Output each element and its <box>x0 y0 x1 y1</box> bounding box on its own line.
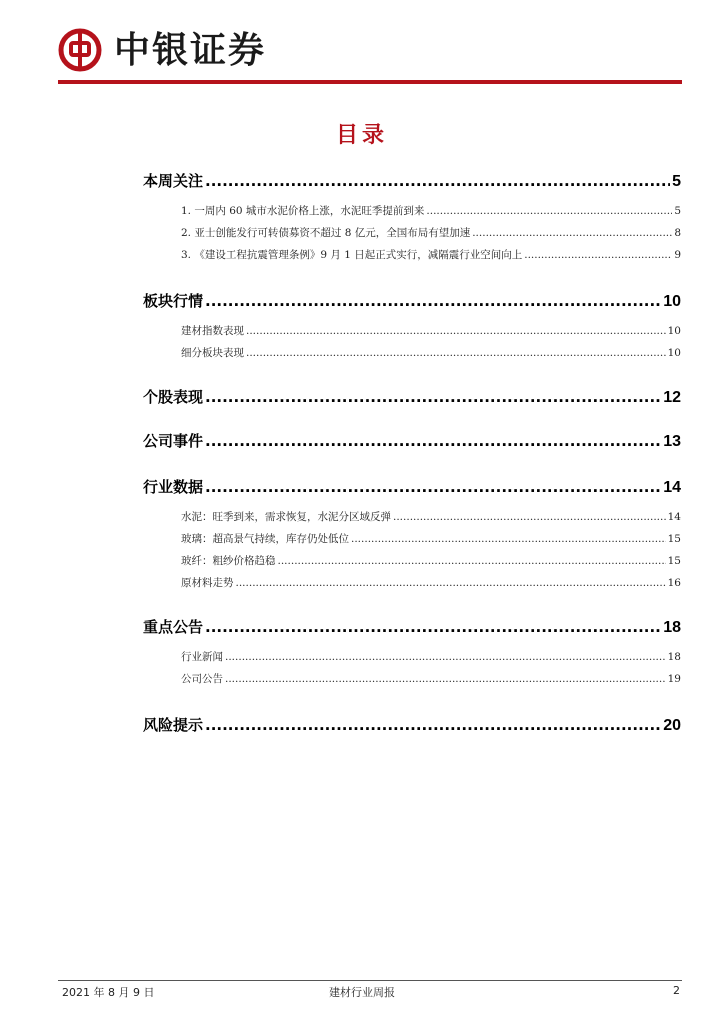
dot-leader <box>393 506 666 528</box>
dot-leader <box>246 320 666 342</box>
toc-section-entry[interactable] <box>143 386 681 408</box>
dot-leader <box>205 476 661 498</box>
toc-subsection-page-number: 16 <box>667 577 681 589</box>
brand-name: 中银证券 <box>114 29 267 71</box>
toc-subsection-entry[interactable] <box>181 646 681 668</box>
toc-section <box>143 616 681 690</box>
toc-section-title: 风险提示 <box>143 716 204 734</box>
footer-date: 2021 年 8 月 9 日 <box>62 986 155 999</box>
toc-subsection-entry[interactable] <box>181 572 681 594</box>
dot-leader <box>205 616 661 638</box>
toc-subsection-title: 2. 亚士创能发行可转债募资不超过 8 亿元，全国布局有望加速 <box>181 227 471 239</box>
toc-subsection-entry[interactable] <box>181 550 681 572</box>
toc-section-title: 个股表现 <box>143 388 204 406</box>
dot-leader <box>426 200 672 222</box>
toc-subsection-page-number: 18 <box>667 651 681 663</box>
toc-subsection-entry[interactable] <box>181 342 681 364</box>
toc-subsection-title: 水泥：旺季到来，需求恢复，水泥分区域反弹 <box>181 511 391 523</box>
toc-subsection-title: 行业新闻 <box>181 651 223 663</box>
dot-leader <box>225 646 666 668</box>
toc-subsection-page-number: 19 <box>667 673 681 685</box>
header-divider <box>58 80 682 84</box>
toc-section <box>143 714 681 736</box>
toc-subsection-entry[interactable] <box>181 244 681 266</box>
toc-section-entry[interactable] <box>143 290 681 312</box>
toc-subsection-entry[interactable] <box>181 528 681 550</box>
toc-section-page-number: 14 <box>663 479 681 496</box>
toc-section-title: 本周关注 <box>143 172 204 190</box>
toc-subsection-title: 公司公告 <box>181 673 223 685</box>
toc-section-title: 板块行情 <box>143 292 204 310</box>
toc-subsection-entry[interactable] <box>181 668 681 690</box>
toc-section <box>143 386 681 408</box>
toc-section-title: 行业数据 <box>143 478 204 496</box>
toc-section <box>143 476 681 594</box>
toc-section-title: 公司事件 <box>143 432 204 450</box>
toc-section-page-number: 20 <box>663 717 681 734</box>
toc-subsection-title: 原材料走势 <box>181 577 234 589</box>
dot-leader <box>205 386 661 408</box>
dot-leader <box>278 550 666 572</box>
toc-section-entry[interactable] <box>143 616 681 638</box>
toc-section-entry[interactable] <box>143 430 681 452</box>
toc-subsection-entry[interactable] <box>181 200 681 222</box>
toc-section <box>143 170 681 266</box>
toc-subsection-page-number: 10 <box>667 325 681 337</box>
toc-section-page-number: 12 <box>663 389 681 406</box>
toc-subsection-page-number: 5 <box>674 205 681 217</box>
toc-subsection-page-number: 14 <box>667 511 681 523</box>
toc-title: 目录 <box>335 123 388 148</box>
toc-section-page-number: 13 <box>663 433 681 450</box>
footer-divider <box>58 980 682 981</box>
toc-subsection-title: 建材指数表现 <box>181 325 244 337</box>
toc-subsection-page-number: 9 <box>674 249 681 261</box>
toc-section-page-number: 18 <box>663 619 681 636</box>
toc-section-entry[interactable] <box>143 476 681 498</box>
dot-leader <box>205 170 670 192</box>
dot-leader <box>205 290 661 312</box>
toc-section-entry[interactable] <box>143 170 681 192</box>
toc-subsection-entry[interactable] <box>181 506 681 528</box>
toc-subsection-title: 1. 一周内 60 城市水泥价格上涨，水泥旺季提前到来 <box>181 205 425 217</box>
toc-section <box>143 430 681 452</box>
footer-page-number: 2 <box>673 984 680 997</box>
dot-leader <box>472 222 672 244</box>
toc-subsection-page-number: 15 <box>667 533 681 545</box>
toc-subsection-page-number: 15 <box>667 555 681 567</box>
bank-of-china-logo-icon <box>58 28 102 72</box>
toc-subsection-page-number: 8 <box>674 227 681 239</box>
table-of-contents <box>143 170 681 736</box>
toc-section-entry[interactable] <box>143 714 681 736</box>
toc-section-title: 重点公告 <box>143 618 204 636</box>
toc-section <box>143 290 681 364</box>
footer-report-name: 建材行业周报 <box>329 986 395 999</box>
dot-leader <box>225 668 666 690</box>
dot-leader <box>524 244 672 266</box>
dot-leader <box>205 430 661 452</box>
dot-leader <box>205 714 661 736</box>
toc-subsection-title: 玻璃：超高景气持续，库存仍处低位 <box>181 533 349 545</box>
dot-leader <box>351 528 666 550</box>
toc-subsection-title: 3. 《建设工程抗震管理条例》9 月 1 日起正式实行，减隔震行业空间向上 <box>181 249 523 261</box>
toc-subsection-title: 细分板块表现 <box>181 347 244 359</box>
toc-subsection-title: 玻纤：粗纱价格趋稳 <box>181 555 276 567</box>
toc-subsection-entry[interactable] <box>181 222 681 244</box>
toc-section-page-number: 10 <box>663 293 681 310</box>
dot-leader <box>246 342 666 364</box>
dot-leader <box>236 572 666 594</box>
toc-section-page-number: 5 <box>672 173 681 190</box>
toc-subsection-entry[interactable] <box>181 320 681 342</box>
toc-subsection-page-number: 10 <box>667 347 681 359</box>
